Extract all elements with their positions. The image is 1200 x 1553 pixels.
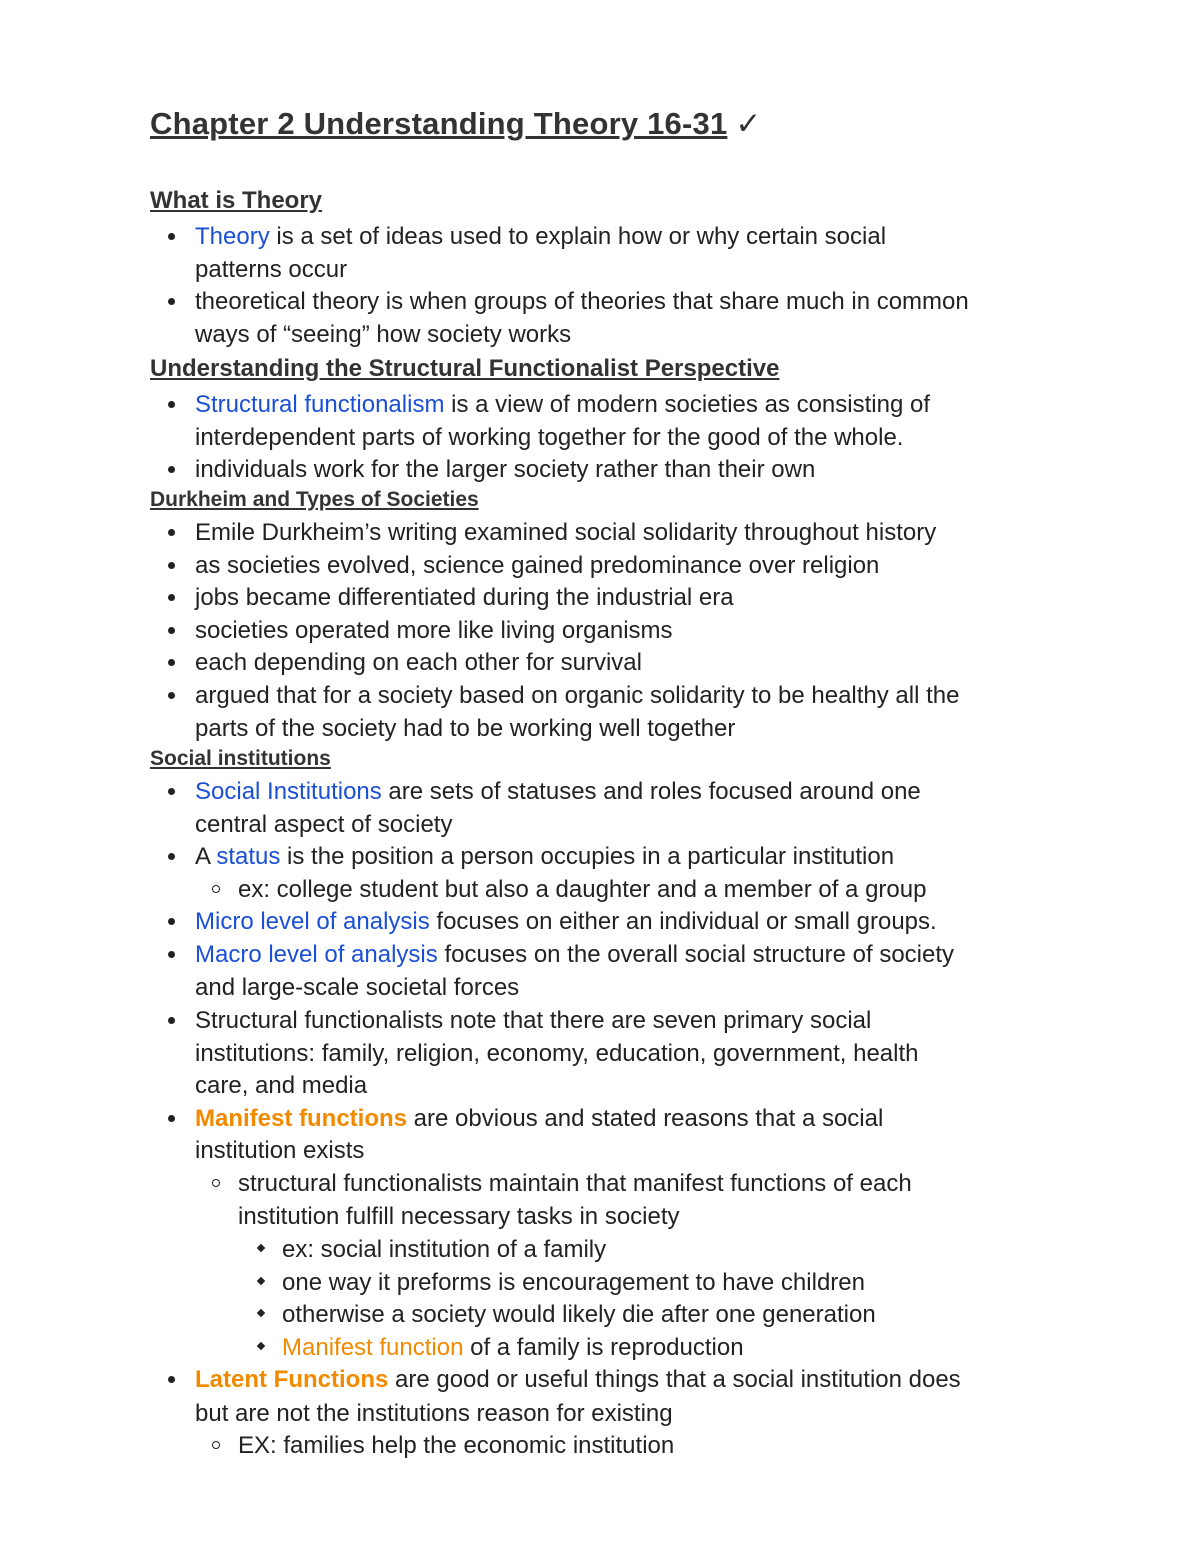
list-item: each depending on each other for survival <box>195 649 642 676</box>
circle-bullet-icon <box>212 885 220 893</box>
list-item-continuation: institutions: family, religion, economy, education, government, health <box>195 1040 919 1067</box>
heading-social-institutions: Social institutions <box>150 747 331 770</box>
list-item-continuation: ways of “seeing” how society works <box>195 321 572 348</box>
bullet-icon <box>168 788 175 795</box>
heading-what-is-theory: What is Theory <box>150 187 323 214</box>
bullet-icon <box>168 298 175 305</box>
sub-sub-list-item: ex: social institution of a family <box>282 1236 607 1263</box>
list-item-continuation: care, and media <box>195 1072 368 1099</box>
diamond-bullet-icon <box>257 1342 265 1350</box>
list-item: as societies evolved, science gained predominance over religion <box>195 552 880 579</box>
list-item: societies operated more like living organisms <box>195 617 673 644</box>
list-item: jobs became differentiated during the industrial era <box>195 584 734 611</box>
list-item: Structural functionalists note that there are seven primary social <box>195 1007 872 1034</box>
circle-bullet-icon <box>212 1179 220 1187</box>
bullet-icon <box>168 233 175 240</box>
bullet-icon <box>168 627 175 634</box>
heading-durkheim: Durkheim and Types of Societies <box>150 488 479 511</box>
bullet-icon <box>168 692 175 699</box>
list-item-continuation: and large-scale societal forces <box>195 974 520 1001</box>
page-title: Chapter 2 Understanding Theory 16-31 ✓ <box>150 106 762 141</box>
diamond-bullet-icon <box>257 1277 265 1285</box>
bullet-icon <box>168 659 175 666</box>
list-item: Emile Durkheim’s writing examined social solidarity throughout history <box>195 519 937 546</box>
list-item: A status is the position a person occupies in a particular institution <box>195 843 895 870</box>
sub-list-item: ex: college student but also a daughter and a member of a group <box>238 876 927 903</box>
list-item-continuation: interdependent parts of working together for the good of the whole. <box>195 424 904 451</box>
bullet-icon <box>168 1115 175 1122</box>
list-item: Social Institutions are sets of statuses and roles focused around one <box>195 778 921 805</box>
sub-list-item: structural functionalists maintain that manifest functions of each <box>238 1170 912 1197</box>
list-item: Macro level of analysis focuses on the overall social structure of society <box>195 941 955 968</box>
bullet-icon <box>168 466 175 473</box>
list-item: Manifest functions are obvious and stated reasons that a social <box>195 1105 884 1132</box>
bullet-icon <box>168 594 175 601</box>
checkmark-icon: ✓ <box>735 106 762 141</box>
list-item: Theory is a set of ideas used to explain how or why certain social <box>195 223 887 250</box>
heading-structural-functionalist: Understanding the Structural Functionalist Perspective <box>150 355 780 382</box>
list-item-continuation: central aspect of society <box>195 811 453 838</box>
sub-list-item: EX: families help the economic institution <box>238 1432 675 1459</box>
list-item: Micro level of analysis focuses on either an individual or small groups. <box>195 908 937 935</box>
list-item: argued that for a society based on organic solidarity to be healthy all the <box>195 682 960 709</box>
diamond-bullet-icon <box>257 1309 265 1317</box>
bullet-icon <box>168 853 175 860</box>
sub-list-item-continuation: institution fulfill necessary tasks in society <box>238 1203 680 1230</box>
bullet-icon <box>168 562 175 569</box>
bullet-icon <box>168 529 175 536</box>
list-item: individuals work for the larger society rather than their own <box>195 456 816 483</box>
circle-bullet-icon <box>212 1441 220 1449</box>
bullet-icon <box>168 918 175 925</box>
sub-sub-list-item: Manifest function of a family is reproduction <box>282 1334 744 1361</box>
list-item-continuation: but are not the institutions reason for existing <box>195 1400 673 1427</box>
list-item: Structural functionalism is a view of modern societies as consisting of <box>195 391 930 418</box>
list-item-continuation: parts of the society had to be working well together <box>195 715 736 742</box>
sub-sub-list-item: one way it preforms is encouragement to have children <box>282 1269 865 1296</box>
list-item: theoretical theory is when groups of theories that share much in common <box>195 288 969 315</box>
diamond-bullet-icon <box>257 1244 265 1252</box>
sub-sub-list-item: otherwise a society would likely die after one generation <box>282 1301 876 1328</box>
bullet-icon <box>168 951 175 958</box>
list-item-continuation: institution exists <box>195 1137 365 1164</box>
bullet-icon <box>168 1017 175 1024</box>
list-item-continuation: patterns occur <box>195 256 348 283</box>
bullet-icon <box>168 401 175 408</box>
bullet-icon <box>168 1376 175 1383</box>
list-item: Latent Functions are good or useful things that a social institution does <box>195 1366 961 1393</box>
